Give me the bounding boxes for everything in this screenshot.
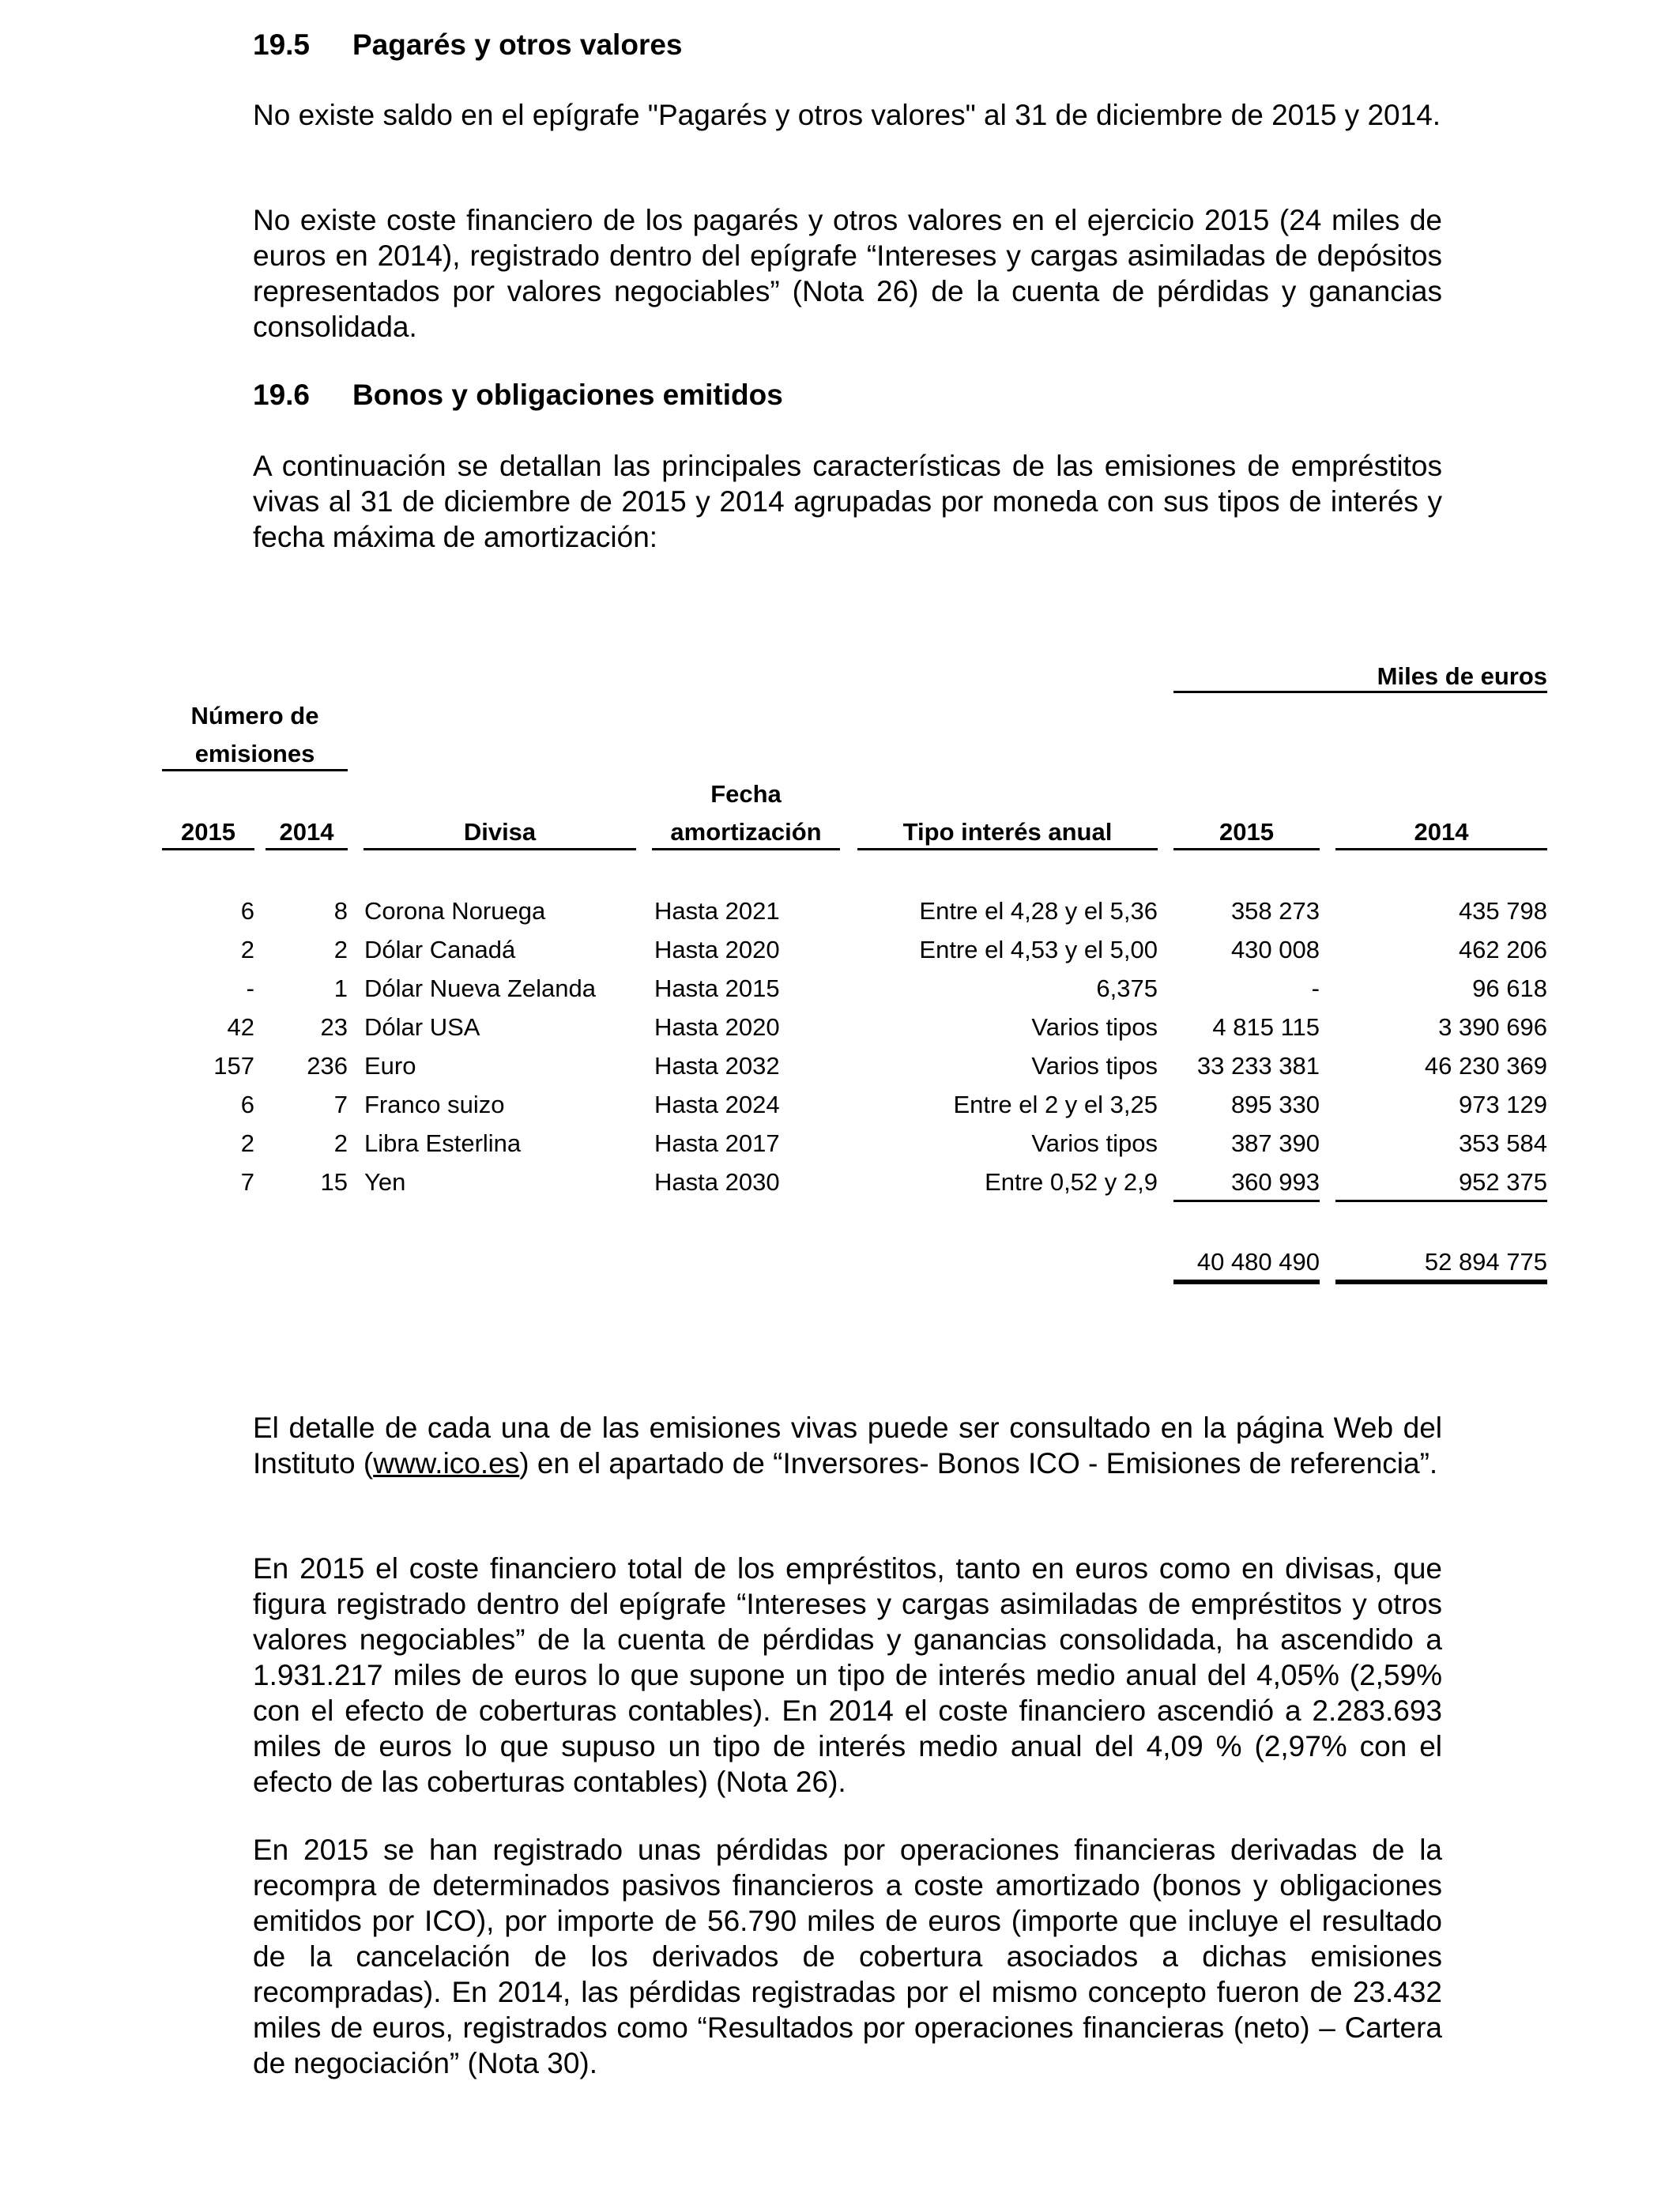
cell-n2014: 7 (333, 1091, 348, 1118)
paragraph (253, 1410, 1442, 1481)
cell-m2014: 46 230 369 (1424, 1052, 1547, 1080)
subtotal-rule (1173, 1200, 1320, 1202)
cell-tipo: Varios tipos (1031, 1129, 1158, 1157)
cell-fecha: Hasta 2020 (654, 1013, 780, 1041)
cell-fecha: Hasta 2017 (654, 1129, 780, 1157)
paragraph: No existe coste financiero de los pagarés y otros valores en el ejercicio 2015 (24 miles de euros en 2014), registrado dentro del epígrafe “Intereses y cargas asimiladas de depósitos representados por valores negociables” (Nota 26) de la cuenta de pérdidas y ganancias consolidada. (253, 204, 1442, 343)
cell-divisa: Dólar Nueva Zelanda (364, 974, 596, 1002)
cell-n2015: 6 (240, 897, 254, 925)
section-number: 19.5 (253, 28, 311, 61)
column-header: Tipo interés anual (902, 818, 1113, 846)
cell-divisa: Dólar Canadá (364, 936, 516, 963)
column-header: 2015 (181, 818, 235, 846)
cell-fecha: Hasta 2021 (654, 897, 780, 925)
cell-n2015: 7 (240, 1168, 254, 1196)
section-heading-19-6 (253, 377, 783, 413)
paragraph: No existe saldo en el epígrafe "Pagarés y otros valores" al 31 de diciembre de 2015 y 2014. (253, 99, 1441, 131)
cell-m2014: 96 618 (1472, 974, 1547, 1002)
cell-divisa: Corona Noruega (364, 897, 546, 925)
cell-m2015: - (1311, 974, 1320, 1002)
cell-m2015: 4 815 115 (1212, 1013, 1320, 1041)
subtotal-rule (1335, 1200, 1547, 1202)
cell-m2014: 435 798 (1458, 897, 1547, 925)
paragraph: A continuación se detallan las principales características de las emisiones de empréstitos vivas al 31 de diciembre de 2015 y 2014 agrupadas por moneda con sus tipos de interés y fecha máxima de amortización: (253, 450, 1442, 553)
cell-divisa: Libra Esterlina (364, 1129, 522, 1157)
cell-tipo: Entre el 4,53 y el 5,00 (919, 936, 1158, 963)
cell-divisa: Franco suizo (364, 1091, 505, 1118)
cell-m2014: 353 584 (1458, 1129, 1547, 1157)
group-header: Número de (190, 702, 319, 729)
cell-n2014: 15 (320, 1168, 348, 1196)
cell-n2015: 42 (227, 1013, 254, 1041)
paragraph: En 2015 el coste financiero total de los empréstitos, tanto en euros como en divisas, que figura registrado dentro del epígrafe “Intereses y cargas asimiladas de empréstitos y otros valores negociables” de la cuenta de pérdidas y ganancias consolidada, ha ascendido a 1.931.217 miles de euros lo que supone un tipo de interés medio anual del 4,05% (2,59% con el efecto de coberturas contables). En 2014 el coste financiero ascendió a 2.283.693 miles de euros lo que supuso un tipo de interés medio anual del 4,09 % (2,97% con el efecto de las coberturas contables) (Nota 26). (253, 1552, 1442, 1798)
cell-divisa: Euro (364, 1052, 416, 1080)
cell-fecha: Hasta 2024 (654, 1091, 780, 1118)
cell-m2015: 360 993 (1230, 1168, 1320, 1196)
cell-m2015: 358 273 (1230, 897, 1320, 925)
cell-tipo: 6,375 (1096, 974, 1158, 1002)
cell-fecha: Hasta 2020 (654, 936, 780, 963)
cell-m2014: 462 206 (1458, 936, 1547, 963)
cell-m2015: 430 008 (1230, 936, 1320, 963)
group-header: emisiones (194, 740, 315, 767)
section-title: Pagarés y otros valores (352, 28, 683, 61)
cell-fecha: Hasta 2032 (654, 1052, 780, 1080)
column-header: Divisa (463, 818, 537, 846)
total-2015: 40 480 490 (1196, 1248, 1320, 1276)
cell-fecha: Hasta 2030 (654, 1168, 780, 1196)
cell-n2014: 236 (307, 1052, 348, 1080)
column-rule (857, 848, 1158, 850)
cell-divisa: Dólar USA (364, 1013, 480, 1041)
paragraph-text: ) en el apartado de “Inversores- Bonos ICO - Emisiones de referencia”. (519, 1447, 1438, 1480)
paragraph: En 2015 se han registrado unas pérdidas por operaciones financieras derivadas de la recompra de determinados pasivos financieros a coste amortizado (bonos y obligaciones emitidos por ICO), por importe de 56.790 miles de euros (importe que incluye el resultado de la cancelación de los derivados de cobertura asociados a dichas emisiones recompradas). En 2014, las pérdidas registradas por el mismo concepto fueron de 23.432 miles de euros, registrados como “Resultados por operaciones financieras (neto) – Cartera de negociación” (Nota 30). (253, 1834, 1442, 2079)
cell-n2015: 157 (213, 1052, 254, 1080)
section-heading-19-5 (253, 27, 683, 62)
column-rule (363, 848, 636, 850)
header-rule (162, 769, 348, 771)
section-number: 19.6 (253, 379, 311, 411)
column-header: amortización (670, 818, 822, 846)
cell-m2015: 387 390 (1230, 1129, 1320, 1157)
cell-tipo: Varios tipos (1031, 1052, 1158, 1080)
cell-n2014: 1 (333, 974, 348, 1002)
ico-website-link[interactable]: www.ico.es (373, 1447, 520, 1480)
column-header: 2014 (1414, 818, 1469, 846)
column-rule (162, 848, 254, 850)
column-rule (1335, 848, 1547, 850)
cell-divisa: Yen (364, 1168, 406, 1196)
cell-m2014: 952 375 (1458, 1168, 1547, 1196)
column-header: 2014 (279, 818, 334, 846)
cell-tipo: Entre el 4,28 y el 5,36 (919, 897, 1158, 925)
cell-n2014: 8 (333, 897, 348, 925)
total-rule (1173, 1280, 1320, 1284)
cell-fecha: Hasta 2015 (654, 974, 780, 1002)
column-rule (652, 848, 840, 850)
header-rule (1173, 691, 1547, 693)
cell-tipo: Varios tipos (1031, 1013, 1158, 1041)
cell-n2015: 2 (240, 936, 254, 963)
cell-tipo: Entre 0,52 y 2,9 (985, 1168, 1158, 1196)
cell-n2015: 6 (240, 1091, 254, 1118)
cell-m2014: 3 390 696 (1438, 1013, 1547, 1041)
column-rule (266, 848, 348, 850)
section-title: Bonos y obligaciones emitidos (352, 379, 783, 411)
total-2014: 52 894 775 (1424, 1248, 1547, 1276)
column-header: Fecha (710, 780, 782, 808)
cell-m2015: 895 330 (1230, 1091, 1320, 1118)
cell-m2015: 33 233 381 (1196, 1052, 1320, 1080)
cell-n2014: 23 (320, 1013, 348, 1041)
cell-n2015: 2 (240, 1129, 254, 1157)
column-header: 2015 (1219, 818, 1274, 846)
cell-n2014: 2 (333, 936, 348, 963)
cell-n2015: - (246, 974, 254, 1002)
cell-n2014: 2 (333, 1129, 348, 1157)
cell-m2014: 973 129 (1458, 1091, 1547, 1118)
unit-header: Miles de euros (1377, 662, 1547, 690)
cell-tipo: Entre el 2 y el 3,25 (953, 1091, 1158, 1118)
column-rule (1173, 848, 1320, 850)
total-rule (1335, 1280, 1547, 1284)
paragraph-text: El detalle de cada una de las emisiones vivas puede ser consultado en la página Web del Instituto ( (253, 1412, 1442, 1480)
